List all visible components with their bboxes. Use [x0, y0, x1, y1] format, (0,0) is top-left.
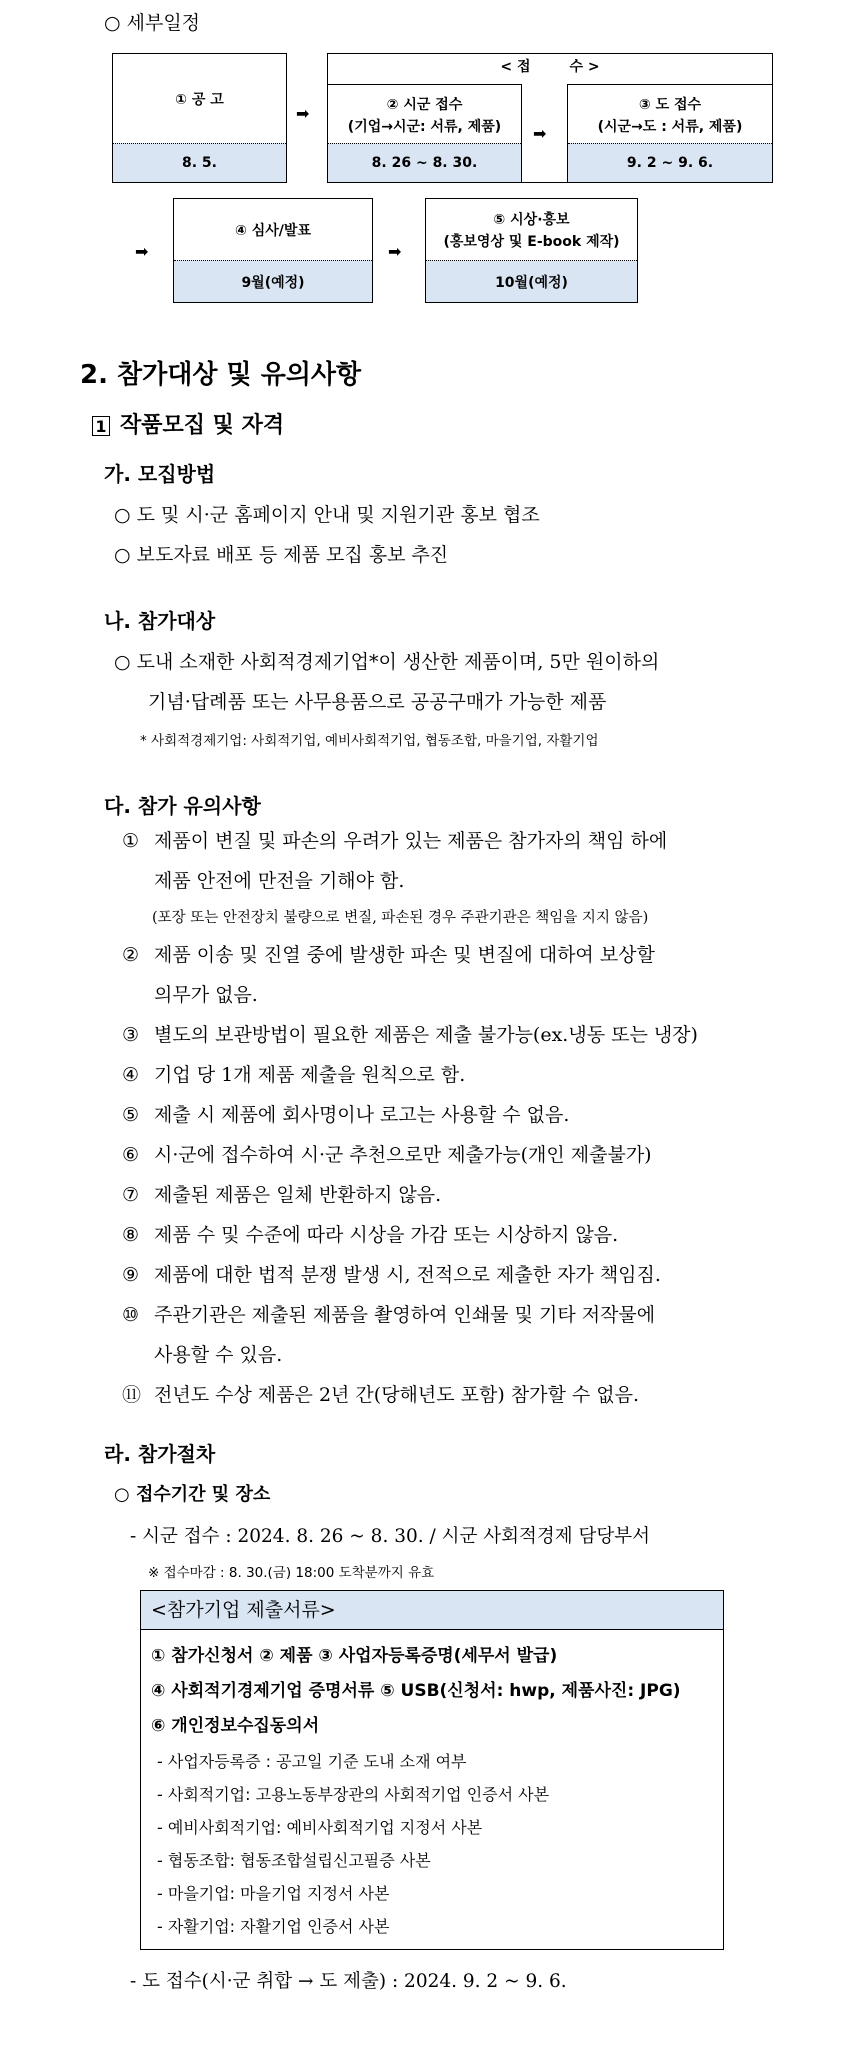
item-text: 제품에 대한 법적 분쟁 발생 시, 전적으로 제출한 자가 책임짐.	[154, 1264, 661, 1286]
list-item-continued: 기념·답례품 또는 사무용품으로 공공구매가 가능한 제품	[148, 691, 607, 713]
document-detail: - 자활기업: 자활기업 인증서 사본	[157, 1917, 390, 1936]
schedule-box-review	[173, 198, 373, 303]
city-receipt-line: - 시군 접수 : 2024. 8. 26 ~ 8. 30. / 시군 사회적경제 담당부서	[130, 1526, 650, 1547]
item-number: ①	[122, 830, 140, 852]
subsection-label: 작품모집 및 자격	[120, 413, 285, 438]
deadline-note: ※ 접수마감 : 8. 30.(금) 18:00 도착분까지 유효	[148, 1565, 435, 1581]
schedule-box-notice	[112, 53, 287, 183]
document-detail: - 사회적기업: 고용노동부장관의 사회적기업 인증서 사본	[157, 1785, 550, 1804]
precaution-item	[152, 906, 648, 927]
item-text: 주관기관은 제출된 제품을 촬영하여 인쇄물 및 기타 저작물에	[154, 1304, 656, 1326]
item-number: ④	[122, 1064, 140, 1086]
precaution-item	[122, 1180, 441, 1207]
precaution-item	[122, 1380, 639, 1407]
precaution-item	[122, 1220, 618, 1247]
footnote: * 사회적경제기업: 사회적기업, 예비사회적기업, 협동조합, 마을기업, 자활기업	[140, 733, 599, 749]
item-number: ③	[122, 1024, 140, 1046]
item-text: 사용할 수 있음.	[154, 1344, 283, 1366]
receipt-header: < 접 수 >	[500, 59, 600, 75]
section-title: 2. 참가대상 및 유의사항	[80, 360, 362, 390]
item-number: ⑧	[122, 1224, 140, 1246]
precaution-item	[122, 1340, 282, 1367]
documents-line: ① 참가신청서 ② 제품 ③ 사업자등록증명(세무서 발급)	[151, 1646, 558, 1666]
item-number: ②	[122, 944, 140, 966]
list-item: ○ 도내 소재한 사회적경제기업*이 생산한 제품이며, 5만 원이하의	[114, 651, 660, 673]
arrow-icon: ➡	[135, 242, 149, 261]
documents-line: ④ 사회적기경제기업 증명서류 ⑤ USB(신청서: hwp, 제품사진: JPG)	[151, 1681, 681, 1701]
item-number: ⑨	[122, 1264, 140, 1286]
subsection-title	[92, 408, 284, 439]
required-documents-box	[140, 1590, 724, 1950]
heading-na: 나. 참가대상	[104, 609, 216, 633]
document-detail: - 협동조합: 협동조합설립신고필증 사본	[157, 1851, 431, 1870]
precaution-item	[122, 1060, 465, 1087]
arrow-icon: ➡	[296, 104, 310, 123]
procedure-subheading: ○ 접수기간 및 장소	[114, 1484, 271, 1505]
arrow-icon: ➡	[533, 124, 547, 143]
schedule-box-city-receipt	[327, 84, 522, 183]
item-number: ⑥	[122, 1144, 140, 1166]
item-text: 기업 당 1개 제품 제출을 원칙으로 함.	[154, 1064, 466, 1086]
item-text: 제출 시 제품에 회사명이나 로고는 사용할 수 없음.	[154, 1104, 570, 1126]
item-text: 제출된 제품은 일체 반환하지 않음.	[154, 1184, 442, 1206]
item-number: ⑪	[122, 1384, 142, 1406]
precaution-item	[122, 940, 655, 967]
box-date: 8. 26 ~ 8. 30.	[371, 155, 478, 171]
box-date: 9월(예정)	[241, 274, 305, 291]
box-date: 9. 2 ~ 9. 6.	[626, 155, 714, 171]
document-detail: - 사업자등록증 : 공고일 기준 도내 소재 여부	[157, 1752, 467, 1771]
schedule-box-province-receipt	[567, 84, 773, 183]
precaution-item	[122, 866, 404, 893]
precaution-item	[122, 1260, 661, 1287]
item-number: ⑤	[122, 1104, 140, 1126]
item-text: (포장 또는 안전장치 불량으로 변질, 파손된 경우 주관기관은 책임을 지지 않음)	[152, 910, 649, 926]
item-text: 시·군에 접수하여 시·군 추천으로만 제출가능(개인 제출불가)	[154, 1144, 652, 1166]
box-label: ④ 심사/발표	[235, 223, 311, 239]
subsection-number: 1	[92, 416, 110, 436]
province-receipt-line: - 도 접수(시·군 취합 → 도 제출) : 2024. 9. 2 ~ 9. 6.	[130, 1971, 567, 1992]
item-text: 별도의 보관방법이 필요한 제품은 제출 불가능(ex.냉동 또는 냉장)	[154, 1024, 698, 1046]
item-text: 제품이 변질 및 파손의 우려가 있는 제품은 참가자의 책임 하에	[154, 830, 668, 852]
item-text: 의무가 없음.	[154, 984, 258, 1006]
document-detail: - 예비사회적기업: 예비사회적기업 지정서 사본	[157, 1818, 483, 1837]
precaution-item	[122, 980, 258, 1007]
box-sublabel: (홍보영상 및 E-book 제작)	[443, 234, 620, 250]
schedule-heading: ○ 세부일정	[104, 12, 201, 34]
precaution-item	[122, 826, 667, 853]
box-sublabel: (기업→시군: 서류, 제품)	[347, 118, 502, 135]
schedule-box-award	[425, 198, 638, 303]
box-label: ① 공 고	[175, 92, 224, 108]
precaution-item	[122, 1140, 652, 1167]
documents-line: ⑥ 개인정보수집동의서	[151, 1716, 320, 1736]
precaution-item	[122, 1300, 655, 1327]
arrow-icon: ➡	[388, 242, 402, 261]
list-item: ○ 보도자료 배포 등 제품 모집 홍보 추진	[114, 544, 449, 566]
box-date: 8. 5.	[182, 155, 217, 171]
box-label: ⑤ 시상·홍보	[493, 212, 570, 228]
item-text: 제품 수 및 수준에 따라 시상을 가감 또는 시상하지 않음.	[154, 1224, 619, 1246]
documents-box-title: <참가기업 제출서류>	[141, 1591, 723, 1630]
box-label: ③ 도 접수	[638, 96, 702, 113]
heading-ga: 가. 모집방법	[104, 462, 216, 486]
document-detail: - 마을기업: 마을기업 지정서 사본	[157, 1884, 390, 1903]
item-number: ⑦	[122, 1184, 140, 1206]
box-label: ② 시군 접수	[386, 96, 463, 113]
list-item: ○ 도 및 시·군 홈페이지 안내 및 지원기관 홍보 협조	[114, 504, 540, 526]
item-text: 전년도 수상 제품은 2년 간(당해년도 포함) 참가할 수 없음.	[154, 1384, 640, 1406]
item-text: 제품 안전에 만전을 기해야 함.	[154, 870, 405, 892]
precaution-item	[122, 1020, 698, 1047]
box-sublabel: (시군→도 : 서류, 제품)	[597, 118, 743, 135]
precaution-item	[122, 1100, 569, 1127]
item-text: 제품 이송 및 진열 중에 발생한 파손 및 변질에 대하여 보상할	[154, 944, 655, 966]
box-date: 10월(예정)	[495, 274, 568, 291]
heading-ra: 라. 참가절차	[104, 1442, 216, 1466]
item-number: ⑩	[122, 1304, 140, 1326]
heading-da: 다. 참가 유의사항	[104, 794, 261, 818]
